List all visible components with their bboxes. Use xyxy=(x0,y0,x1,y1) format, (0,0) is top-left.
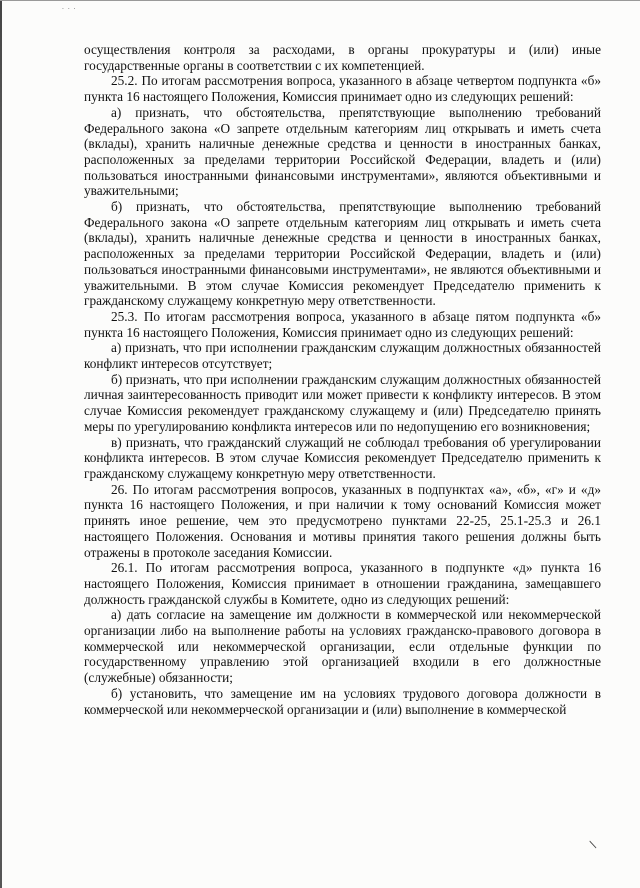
paragraph-26-1: 26.1. По итогам рассмотрения вопроса, указанного в подпункте «д» пункта 16 настоящего Положения, Комиссия принимает в отношении гражданина, замещавшего должность гражданской службы в Комитете, одно из следующих решений: xyxy=(84,560,601,607)
paragraph-25-3-b: б) признать, что при исполнении гражданским служащим должностных обязанностей личная заинтересованность приводит или может привести к конфликту интересов. В этом случае Комиссия рекомендует гражданскому служащему и (или) Председателю принять меры по урегулированию конфликта интересов или по недопущению его возникновения; xyxy=(84,371,601,434)
paragraph-26-1-b: б) установить, что замещение им на условиях трудового договора должности в коммерческой или некоммерческой организации и (или) выполнение в коммерческой xyxy=(84,685,601,717)
paragraph-25-3-v: в) признать, что гражданский служащий не соблюдал требования об урегулировании конфликта интересов. В этом случае Комиссия рекомендует Председателю применить к гражданскому служащему конкретную меру ответственности. xyxy=(84,434,601,481)
scan-edge-top xyxy=(0,0,640,1)
scan-edge-left xyxy=(0,0,2,888)
document-body xyxy=(84,42,601,717)
paragraph-26-1-a: а) дать согласие на замещение им должности в коммерческой или некоммерческой организации либо на выполнение работы на условиях гражданско-правового договора в коммерческой или некоммерческой организации, если отдельные функции по государственному управлению этой организацией входили в его должностные (служебные) обязанности; xyxy=(84,607,601,686)
scan-dots-mark: · · · xyxy=(62,6,77,13)
pen-mark: / xyxy=(586,839,600,850)
paragraph-25-2-b: б) признать, что обстоятельства, препятствующие выполнению требований Федерального закона «О запрете отдельным категориям лиц открывать и иметь счета (вклады), хранить наличные денежные средства и ценности в иностранных банках, расположенных за пределами территории Российской Федерации, владеть и (или) пользоваться иностранными финансовыми инструментами», не являются объективными и уважительными. В этом случае Комиссия рекомендует Председателю применить к гражданскому служащему конкретную меру ответственности. xyxy=(84,199,601,309)
paragraph-25-2-a: а) признать, что обстоятельства, препятствующие выполнению требований Федерального закона «О запрете отдельным категориям лиц открывать и иметь счета (вклады), хранить наличные денежные средства и ценности в иностранных банках, расположенных за пределами территории Российской Федерации, владеть и (или) пользоваться иностранными финансовыми инструментами», являются объективными и уважительными; xyxy=(84,104,601,199)
paragraph-25-2: 25.2. По итогам рассмотрения вопроса, указанного в абзаце четвертом подпункта «б» пункта 16 настоящего Положения, Комиссия принимает одно из следующих решений: xyxy=(84,73,601,105)
paragraph-26: 26. По итогам рассмотрения вопросов, указанных в подпунктах «а», «б», «г» и «д» пункта 16 настоящего Положения, и при наличии к тому оснований Комиссия может принять иное решение, чем это предусмотрено пунктами 22-25, 25.1-25.3 и 26.1 настоящего Положения. Основания и мотивы принятия такого решения должны быть отражены в протоколе заседания Комиссии. xyxy=(84,481,601,560)
paragraph-continuation: осуществления контроля за расходами, в органы прокуратуры и (или) иные государственные органы в соответствии с их компетенцией. xyxy=(84,42,601,73)
paragraph-25-3: 25.3. По итогам рассмотрения вопроса, указанного в абзаце пятом подпункта «б» пункта 16 настоящего Положения, Комиссия принимает одно из следующих решений: xyxy=(84,308,601,340)
paragraph-25-3-a: а) признать, что при исполнении гражданским служащим должностных обязанностей конфликт интересов отсутствует; xyxy=(84,340,601,372)
